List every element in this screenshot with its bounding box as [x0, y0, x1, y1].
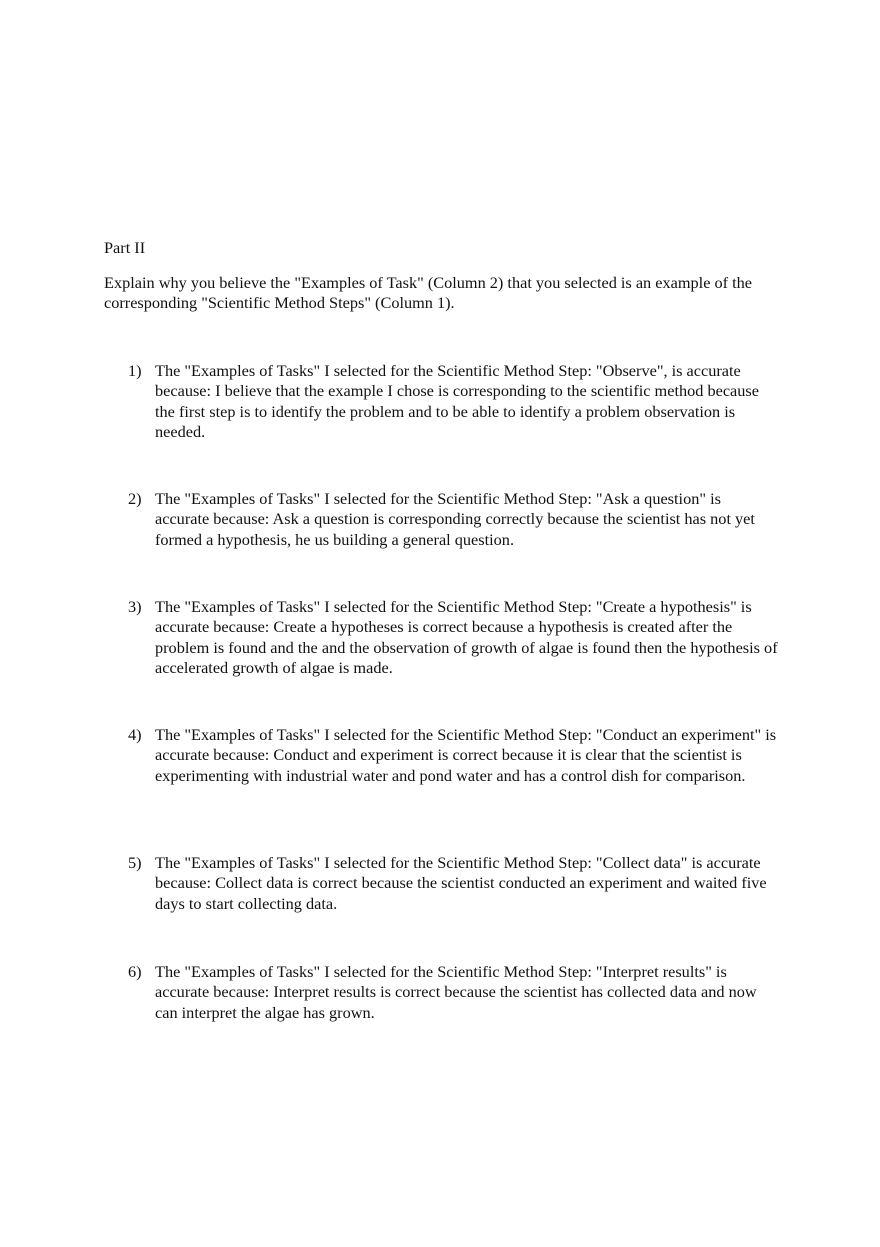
answer-number: 5) — [128, 853, 142, 872]
part-title: Part II — [104, 238, 146, 257]
answer-number: 1) — [128, 361, 142, 380]
answer-item-6 — [128, 962, 778, 1023]
answer-text: The "Examples of Tasks" I selected for the Scientific Method Step: "Create a hypothesis" is accurate because: Create a hypotheses is correct because a hypothesis is created after the problem is found and the and the observation of growth of algae is found then the hypothesis of accelerated growth of algae is made. — [155, 597, 778, 677]
answer-item-5 — [128, 853, 778, 914]
answer-number: 4) — [128, 725, 142, 744]
answer-number: 3) — [128, 597, 142, 616]
answer-item-4 — [128, 725, 778, 786]
answer-number: 6) — [128, 962, 142, 981]
answer-item-2 — [128, 489, 778, 550]
answer-item-1 — [128, 361, 778, 442]
answer-text: The "Examples of Tasks" I selected for the Scientific Method Step: "Collect data" is accurate because: Collect data is correct because the scientist conducted an experiment and waited five days to start collecting data. — [155, 853, 767, 913]
answer-text: The "Examples of Tasks" I selected for the Scientific Method Step: "Conduct an experiment" is accurate because: Conduct and experiment is correct because it is clear that the scientist is experimenting with industrial water and pond water and has a control dish for comparison. — [155, 725, 777, 785]
answer-text: The "Examples of Tasks" I selected for the Scientific Method Step: "Ask a question" is accurate because: Ask a question is corresponding correctly because the scientist has not yet formed a hypothesis, he us building a general question. — [155, 489, 755, 549]
answer-text: The "Examples of Tasks" I selected for the Scientific Method Step: "Interpret results" is accurate because: Interpret results is correct because the scientist has collected data and now can interpret the algae has grown. — [155, 962, 757, 1022]
answer-number: 2) — [128, 489, 142, 508]
intro-paragraph: Explain why you believe the "Examples of Task" (Column 2) that you selected is an example of the corresponding "Scientific Method Steps" (Column 1). — [104, 273, 753, 313]
answer-text: The "Examples of Tasks" I selected for the Scientific Method Step: "Observe", is accurate because: I believe that the example I chose is corresponding to the scientific method because the first step is to identify the problem and to be able to identify a problem observation is needed. — [155, 361, 759, 441]
answer-item-3 — [128, 597, 778, 678]
